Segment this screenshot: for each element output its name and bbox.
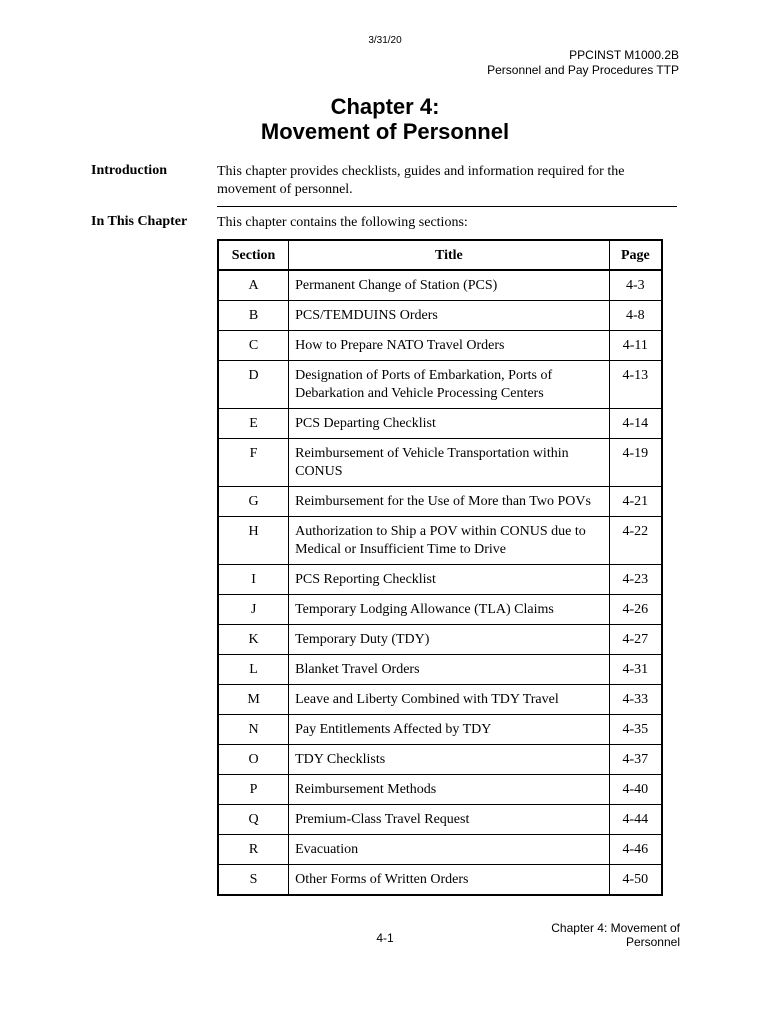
header-document-info xyxy=(487,48,679,78)
table-row xyxy=(218,865,662,896)
table-row xyxy=(218,775,662,805)
header-date: 3/31/20 xyxy=(368,35,402,46)
introduction-label: Introduction xyxy=(91,163,167,178)
footer-chapter-line1: Chapter 4: Movement of xyxy=(551,921,680,935)
header-doc-id: PPCINST M1000.2B xyxy=(569,48,679,62)
cell-section: I xyxy=(218,565,289,595)
cell-section: N xyxy=(218,715,289,745)
page-number: 4-1 xyxy=(376,931,394,945)
cell-section: J xyxy=(218,595,289,625)
cell-title: PCS/TEMDUINS Orders xyxy=(289,301,610,331)
cell-section: O xyxy=(218,745,289,775)
cell-page: 4-22 xyxy=(609,517,662,565)
cell-page: 4-11 xyxy=(609,331,662,361)
footer-chapter-name xyxy=(551,921,680,949)
cell-section: H xyxy=(218,517,289,565)
cell-title: PCS Reporting Checklist xyxy=(289,565,610,595)
cell-section: D xyxy=(218,361,289,409)
header-doc-title: Personnel and Pay Procedures TTP xyxy=(487,63,679,77)
table-body xyxy=(218,270,662,895)
table-row xyxy=(218,301,662,331)
cell-title: Leave and Liberty Combined with TDY Travel xyxy=(289,685,610,715)
cell-title: Pay Entitlements Affected by TDY xyxy=(289,715,610,745)
cell-section: M xyxy=(218,685,289,715)
cell-page: 4-19 xyxy=(609,439,662,487)
cell-page: 4-37 xyxy=(609,745,662,775)
cell-section: Q xyxy=(218,805,289,835)
cell-section: E xyxy=(218,409,289,439)
table-header-row xyxy=(218,240,662,270)
cell-title: Authorization to Ship a POV within CONUS due to Medical or Insufficient Time to Drive xyxy=(289,517,610,565)
cell-title: PCS Departing Checklist xyxy=(289,409,610,439)
chapter-title-line2: Movement of Personnel xyxy=(260,119,510,144)
cell-section: K xyxy=(218,625,289,655)
cell-page: 4-27 xyxy=(609,625,662,655)
cell-page: 4-8 xyxy=(609,301,662,331)
cell-page: 4-31 xyxy=(609,655,662,685)
cell-page: 4-46 xyxy=(609,835,662,865)
cell-title: How to Prepare NATO Travel Orders xyxy=(289,331,610,361)
cell-section: B xyxy=(218,301,289,331)
cell-title: Premium-Class Travel Request xyxy=(289,805,610,835)
in-this-chapter-text: This chapter contains the following sections: xyxy=(217,215,468,230)
cell-page: 4-40 xyxy=(609,775,662,805)
cell-page: 4-21 xyxy=(609,487,662,517)
cell-title: Permanent Change of Station (PCS) xyxy=(289,270,610,301)
cell-page: 4-13 xyxy=(609,361,662,409)
cell-title: Designation of Ports of Embarkation, Ports of Debarkation and Vehicle Processing Centers xyxy=(289,361,610,409)
cell-page: 4-35 xyxy=(609,715,662,745)
table-row xyxy=(218,625,662,655)
cell-page: 4-50 xyxy=(609,865,662,896)
cell-title: Temporary Duty (TDY) xyxy=(289,625,610,655)
table-row xyxy=(218,487,662,517)
table-row xyxy=(218,805,662,835)
cell-title: Temporary Lodging Allowance (TLA) Claims xyxy=(289,595,610,625)
cell-section: F xyxy=(218,439,289,487)
column-header-section: Section xyxy=(218,240,289,270)
cell-title: Blanket Travel Orders xyxy=(289,655,610,685)
sections-table xyxy=(217,239,663,896)
cell-title: Reimbursement Methods xyxy=(289,775,610,805)
table-row xyxy=(218,685,662,715)
cell-page: 4-3 xyxy=(609,270,662,301)
introduction-text: This chapter provides checklists, guides and information required for the movement of personnel. xyxy=(217,164,625,197)
chapter-title xyxy=(0,94,770,144)
cell-title: Reimbursement for the Use of More than Two POVs xyxy=(289,487,610,517)
cell-title: Other Forms of Written Orders xyxy=(289,865,610,896)
table-row xyxy=(218,655,662,685)
table-row xyxy=(218,565,662,595)
cell-section: G xyxy=(218,487,289,517)
cell-page: 4-33 xyxy=(609,685,662,715)
table-row xyxy=(218,595,662,625)
cell-section: P xyxy=(218,775,289,805)
table-row xyxy=(218,331,662,361)
table-row xyxy=(218,270,662,301)
table-row xyxy=(218,361,662,409)
cell-page: 4-23 xyxy=(609,565,662,595)
chapter-title-line1: Chapter 4: xyxy=(330,94,440,119)
cell-title: TDY Checklists xyxy=(289,745,610,775)
column-header-page: Page xyxy=(609,240,662,270)
cell-title: Reimbursement of Vehicle Transportation within CONUS xyxy=(289,439,610,487)
column-header-title: Title xyxy=(289,240,610,270)
table-row xyxy=(218,745,662,775)
cell-title: Evacuation xyxy=(289,835,610,865)
in-this-chapter-label: In This Chapter xyxy=(91,214,188,229)
table-row xyxy=(218,439,662,487)
table-row xyxy=(218,409,662,439)
cell-page: 4-14 xyxy=(609,409,662,439)
cell-section: R xyxy=(218,835,289,865)
table-row xyxy=(218,715,662,745)
cell-section: S xyxy=(218,865,289,896)
cell-page: 4-26 xyxy=(609,595,662,625)
cell-page: 4-44 xyxy=(609,805,662,835)
table-row xyxy=(218,517,662,565)
cell-section: L xyxy=(218,655,289,685)
section-divider xyxy=(217,206,677,207)
footer-chapter-line2: Personnel xyxy=(625,935,680,949)
cell-section: C xyxy=(218,331,289,361)
cell-section: A xyxy=(218,270,289,301)
table-row xyxy=(218,835,662,865)
